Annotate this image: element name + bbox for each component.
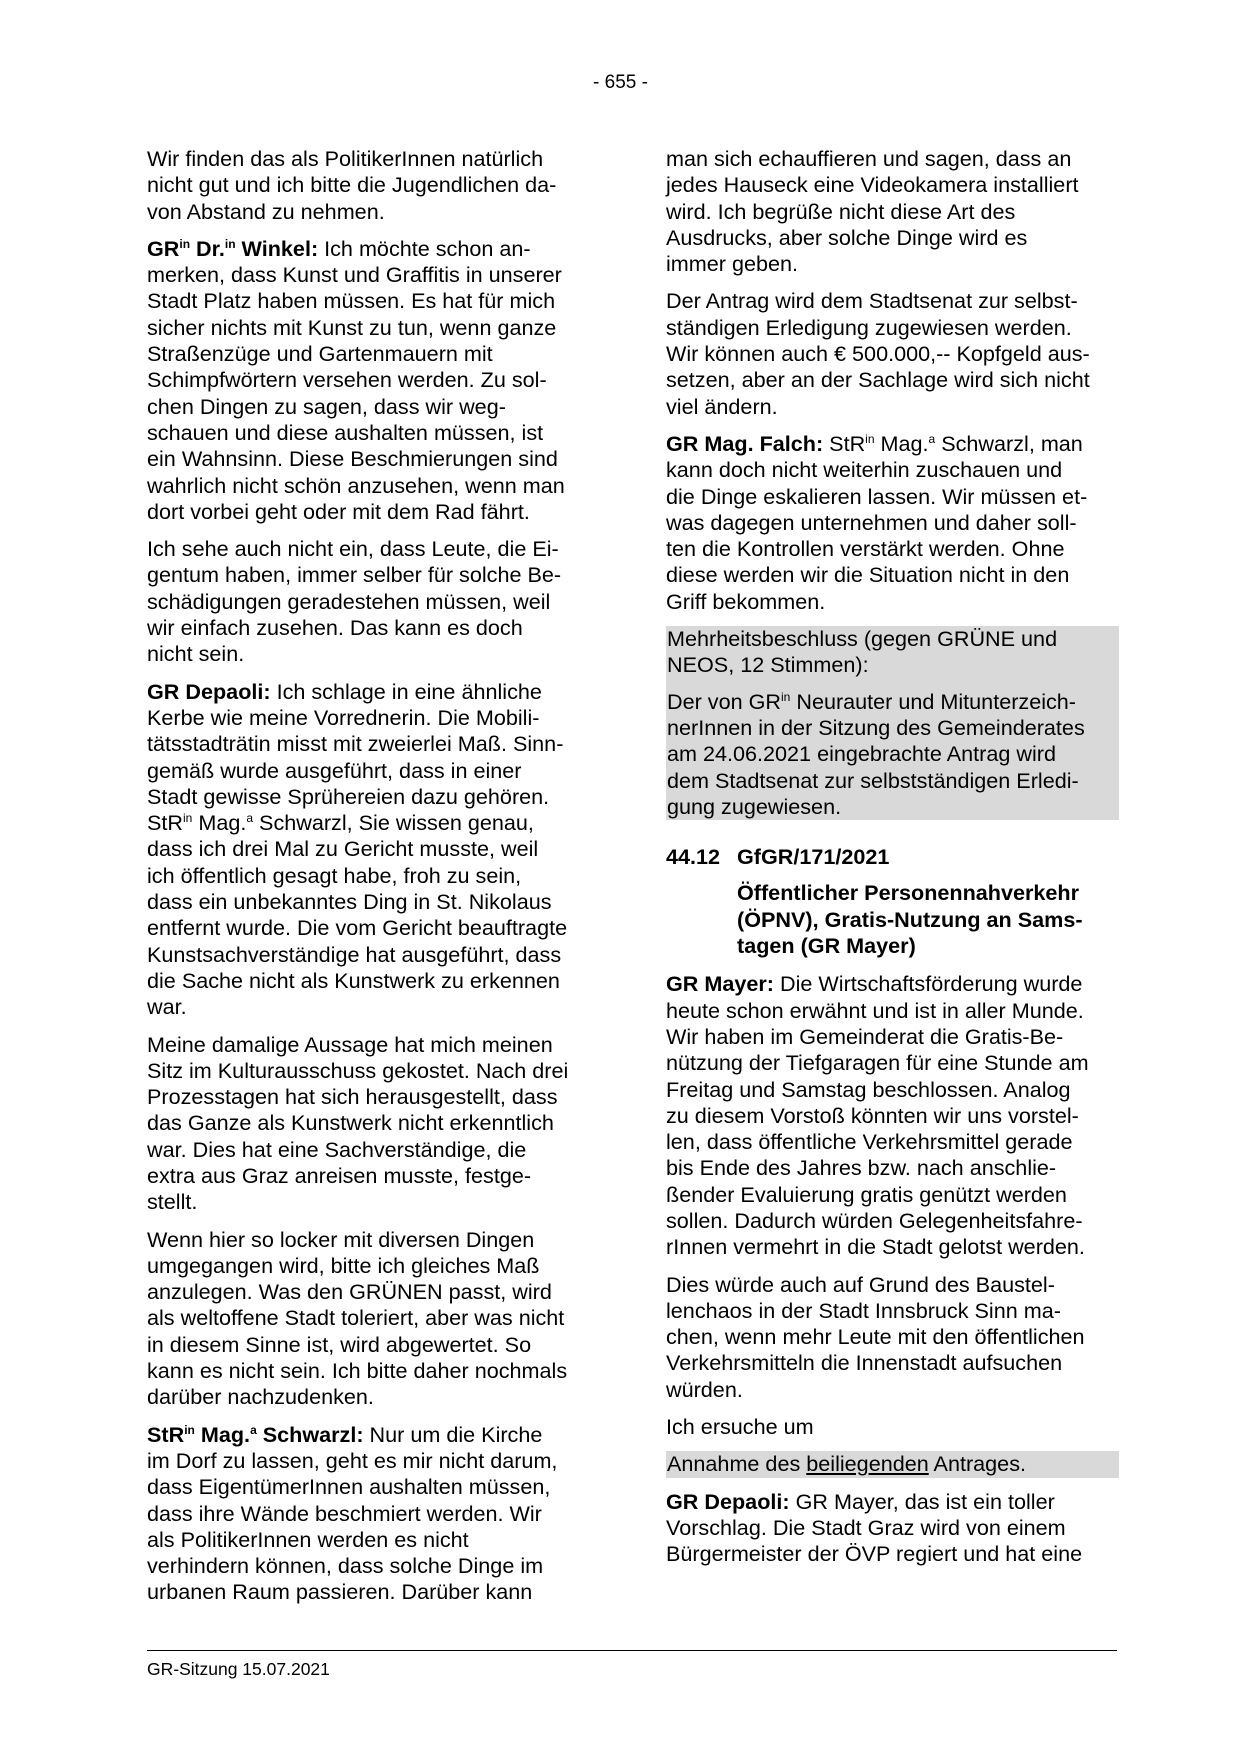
request-box: Annahme des beiliegenden Antrages.	[666, 1451, 1119, 1477]
text-line: merken, dass Kunst und Graffitis in unserer	[147, 262, 562, 288]
text-line: wird. Ich begrüße nicht diese Art des	[666, 198, 1016, 224]
text-line: Der Antrag wird dem Stadtsenat zur selbst-	[666, 288, 1078, 314]
text-line: Straßenzüge und Gartenmauern mit	[147, 341, 493, 367]
paragraph-winkel: $GR^{in}$ Dr.$^{in}$ Winkel: Ich möchte schon an- merken, dass Kunst und Graffitis in unserer Stadt Platz haben müssen. Es hat für mich sicher nichts mit Kunst zu tun, wenn ganze Straßenzüge und Gartenmauern mit Schimpfwörtern versehen werden. Zu sol- chen Dingen zu sagen, dass wir weg- schauen und diese aushalten müssen, ist ein Wahnsinn. Diese Beschmierungen sind wahrlich nicht schön anzusehen, wenn man dort vorbei geht oder mit dem Rad fährt.	[147, 236, 595, 525]
item-title	[666, 880, 1114, 959]
page-number: - 655 -	[593, 72, 648, 93]
text-line: lenchaos in der Stadt Innsbruck Sinn ma-	[666, 1297, 1061, 1323]
text-line: ßender Evaluierung gratis genützt werden	[666, 1181, 1067, 1207]
text-line: anzulegen. Was den GRÜNEN passt, wird	[147, 1279, 552, 1305]
text-line: len, dass öffentliche Verkehrsmittel gerade	[666, 1129, 1073, 1155]
text-line: Wir können auch € 500.000,-- Kopfgeld aus-	[666, 341, 1090, 367]
text-line: nicht sein.	[147, 641, 245, 667]
text-line: urbanen Raum passieren. Darüber kann	[147, 1579, 533, 1605]
text-line: gentum haben, immer selber für solche Be-	[147, 562, 562, 588]
text-line: die Sache nicht als Kunstwerk zu erkennen	[147, 967, 560, 993]
text-line: Ich sehe auch nicht ein, dass Leute, die Ei-	[147, 536, 559, 562]
text-line: Wir finden das als PolitikerInnen natürlich	[147, 146, 544, 171]
text-line: diese werden wir die Situation nicht in den	[666, 562, 1070, 588]
text-line: wahrlich nicht schön anzusehen, wenn man	[147, 472, 565, 498]
text-line: nützung der Tiefgaragen für eine Stunde am	[666, 1050, 1089, 1076]
text-line: schauen und diese aushalten müssen, ist	[147, 419, 544, 445]
text-line: verhindern können, dass solche Dinge im	[147, 1553, 544, 1579]
speaker: GR Depaoli:	[666, 1488, 790, 1514]
decision-box	[666, 626, 1119, 820]
text-line: Vorschlag. Die Stadt Graz wird von einem	[666, 1514, 1066, 1540]
text-line: im Dorf zu lassen, geht es mir nicht darum,	[147, 1447, 558, 1473]
text-line: als PolitikerInnen werden es nicht	[147, 1526, 469, 1552]
paragraph	[147, 1032, 595, 1216]
text-line: NEOS, 12 Stimmen):	[667, 652, 869, 678]
text-line: Freitag und Samstag beschlossen. Analog	[666, 1076, 1071, 1102]
speaker: GR Mag. Falch:	[666, 430, 824, 456]
item-number: 44.12	[666, 844, 721, 870]
text-line: Griff bekommen.	[666, 588, 826, 614]
paragraph	[147, 536, 595, 667]
text-line: nicht gut und ich bitte die Jugendlichen da-	[147, 172, 557, 198]
text-line: Kerbe wie meine Vorrednerin. Die Mobili-	[147, 704, 540, 730]
text-line: in diesem Sinne ist, wird abgewertet. So	[147, 1331, 532, 1357]
text-line: Bürgermeister der ÖVP regiert und hat eine	[666, 1541, 1083, 1567]
paragraph: Ich ersuche um	[666, 1414, 814, 1440]
text-line: nerInnen in der Sitzung des Gemeinderates	[667, 714, 1085, 740]
text-line: Ausdrucks, aber solche Dinge wird es	[666, 224, 1028, 250]
footer-text: GR-Sitzung 15.07.2021	[147, 1659, 330, 1679]
text-line: Sitz im Kulturausschuss gekostet. Nach drei	[147, 1057, 569, 1083]
paragraph-depaoli: GR Depaoli: Ich schlage in eine ähnliche Kerbe wie meine Vorrednerin. Die Mobili- tätsstadträtin misst mit zweierlei Maß. Sinn- gemäß wurde ausgeführt, dass in einer Stadt gewisse Sprühereien dazu gehören. StR$^{in}$ Mag.$^a$ Schwarzl, Sie wissen genau, dass ich drei Mal zu Gericht musste, weil ich öffentlich gesagt habe, froh zu sein, dass ein unbekanntes Ding in St. Nikolaus entfernt wurde. Die vom Gericht beauftragte Kunstsachverständige hat ausgeführt, dass die Sache nicht als Kunstwerk zu erkennen war.	[147, 679, 595, 1021]
paragraph	[666, 288, 1114, 419]
item-code: GfGR/171/2021	[737, 844, 890, 870]
text-line: gung zugewiesen.	[667, 793, 842, 819]
text-line: Dies würde auch auf Grund des Baustel-	[666, 1271, 1055, 1297]
text-line: am 24.06.2021 eingebrachte Antrag wird	[667, 741, 1056, 767]
text-line: würden.	[666, 1376, 743, 1402]
text-line: dort vorbei geht oder mit dem Rad fährt.	[147, 498, 530, 524]
text-line: jedes Hauseck eine Videokamera installiert	[666, 172, 1079, 198]
text-line: entfernt wurde. Die vom Gericht beauftragte	[147, 915, 568, 941]
speaker: GR Mayer:	[666, 971, 775, 997]
text-line: als weltoffene Stadt toleriert, aber was nicht	[147, 1305, 565, 1331]
text-line: Schimpfwörtern versehen werden. Zu sol-	[147, 367, 547, 393]
footer-rule	[147, 1650, 1117, 1651]
text-line: (ÖPNV), Gratis-Nutzung an Sams-	[737, 906, 1083, 932]
decision-result	[667, 626, 1119, 679]
text-line: Prozesstagen hat sich herausgestellt, dass	[147, 1084, 558, 1110]
text-line: chen Dingen zu sagen, dass wir weg-	[147, 393, 506, 419]
text-line: Mehrheitsbeschluss (gegen GRÜNE und	[667, 626, 1058, 652]
paragraph-depaoli-2: GR Depaoli: GR Mayer, das ist ein toller Vorschlag. Die Stadt Graz wird von einem Bürgermeister der ÖVP regiert und hat eine	[666, 1489, 1114, 1568]
paragraph	[147, 146, 595, 225]
text-line: Wir haben im Gemeinderat die Gratis-Be-	[666, 1023, 1064, 1049]
decision-text: Der von $GR^{in}$ Neurauter und Mitunterzeich- nerInnen in der Sitzung des Gemeinderates am 24.06.2021 eingebrachte Antrag wird dem Stadtsenat zur selbstständigen Erledi- gung zugewiesen.	[667, 689, 1119, 820]
text-line: tätsstadträtin misst mit zweierlei Maß. Sinn-	[147, 731, 564, 757]
text-line: die Dinge eskalieren lassen. Wir müssen et-	[666, 483, 1088, 509]
text-line: kann doch nicht weiterhin zuschauen und	[666, 457, 1063, 483]
text-line: ten die Kontrollen verstärkt werden. Ohne	[666, 536, 1065, 562]
left-column	[147, 146, 595, 1617]
text-line: von Abstand zu nehmen.	[147, 198, 385, 224]
speaker: StR$^{in}$ Mag.$^a$ Schwarzl:	[147, 1421, 364, 1447]
text-line: tagen (GR Mayer)	[737, 933, 916, 959]
text-line: wir einfach zusehen. Das kann es doch	[147, 615, 523, 641]
text-line: umgegangen wird, bitte ich gleiches Maß	[147, 1252, 540, 1278]
paragraph	[666, 1272, 1114, 1403]
paragraph-schwarzl: StR$^{in}$ Mag.$^a$ Schwarzl: Nur um die Kirche im Dorf zu lassen, geht es mir nicht darum, dass EigentümerInnen aushalten müssen, dass ihre Wände beschmiert werden. Wir als PolitikerInnen werden es nicht verhindern können, dass solche Dinge im urbanen Raum passieren. Darüber kann	[147, 1422, 595, 1606]
speaker: $GR^{in}$ Dr.$^{in}$ Winkel:	[147, 235, 319, 261]
text-line: sicher nichts mit Kunst zu tun, wenn ganze	[147, 314, 557, 340]
text-line: Öffentlicher Personennahverkehr	[737, 880, 1080, 906]
text-line: was dagegen unternehmen und daher soll-	[666, 509, 1077, 535]
right-column	[666, 146, 1114, 1579]
text-line: chen, wenn mehr Leute mit den öffentlichen	[666, 1324, 1085, 1350]
text-line: Kunstsachverständige hat ausgeführt, dass	[147, 941, 562, 967]
text-line: dem Stadtsenat zur selbstständigen Erledi-	[667, 767, 1079, 793]
text-line: dass EigentümerInnen aushalten müssen,	[147, 1474, 551, 1500]
text-line: darüber nachzudenken.	[147, 1384, 374, 1410]
paragraph	[666, 146, 1114, 277]
text-line: stellt.	[147, 1189, 198, 1215]
text-line: war.	[147, 994, 187, 1020]
paragraph-falch: GR Mag. Falch: StR$^{in}$ Mag.$^a$ Schwarzl, man kann doch nicht weiterhin zuschauen und die Dinge eskalieren lassen. Wir müssen et- was dagegen unternehmen und daher soll- ten die Kontrollen verstärkt werden. Ohne diese werden wir die Situation nicht in den Griff bekommen.	[666, 431, 1114, 615]
text-line: Meine damalige Aussage hat mich meinen	[147, 1031, 553, 1057]
text-line: setzen, aber an der Sachlage wird sich nicht	[666, 367, 1090, 393]
text-line: Wenn hier so locker mit diversen Dingen	[147, 1226, 535, 1252]
paragraph-mayer: GR Mayer: Die Wirtschaftsförderung wurde heute schon erwähnt und ist in aller Munde. Wir haben im Gemeinderat die Gratis-Be- nützung der Tiefgaragen für eine Stunde am Freitag und Samstag beschlossen. Analog zu diesem Vorstoß könnten wir uns vorstel- len, dass öffentliche Verkehrsmittel gerade bis Ende des Jahres bzw. nach anschlie- ßender Evaluierung gratis genützt werden sollen. Dadurch würden Gelegenheitsfahre- rInnen vermehrt in die Stadt gelotst werden.	[666, 971, 1114, 1260]
text-line: Stadt gewisse Sprühereien dazu gehören.	[147, 783, 550, 809]
text-line: heute schon erwähnt und ist in aller Munde.	[666, 997, 1084, 1023]
text-line: schädigungen geradestehen müssen, weil	[147, 588, 551, 614]
text-line: sollen. Dadurch würden Gelegenheitsfahre-	[666, 1207, 1083, 1233]
text-line: viel ändern.	[666, 393, 778, 419]
text-line: Verkehrsmitteln die Innenstadt aufsuchen	[666, 1350, 1063, 1376]
text-line: Stadt Platz haben müssen. Es hat für mich	[147, 288, 556, 314]
text-line: ständigen Erledigung zugewiesen werden.	[666, 314, 1072, 340]
text-line: zu diesem Vorstoß könnten wir uns vorstel-	[666, 1102, 1079, 1128]
text-line: dass ich drei Mal zu Gericht musste, weil	[147, 836, 539, 862]
text-line: dass ein unbekanntes Ding in St. Nikolaus	[147, 889, 552, 915]
text-line: war. Dies hat eine Sachverständige, die	[147, 1136, 527, 1162]
text-line: man sich echauffieren und sagen, dass an	[666, 146, 1072, 171]
text-line: dass ihre Wände beschmiert werden. Wir	[147, 1500, 542, 1526]
text-line: immer geben.	[666, 251, 799, 277]
text-line: gemäß wurde ausgeführt, dass in einer	[147, 757, 522, 783]
text-line: rInnen vermehrt in die Stadt gelotst werden.	[666, 1234, 1085, 1260]
text-line: extra aus Graz anreisen musste, festge-	[147, 1162, 532, 1188]
paragraph	[147, 1227, 595, 1411]
text-line: kann es nicht sein. Ich bitte daher nochmals	[147, 1358, 568, 1384]
text-line: ein Wahnsinn. Diese Beschmierungen sind	[147, 446, 558, 472]
speaker: GR Depaoli:	[147, 678, 271, 704]
text-line: das Ganze als Kunstwerk nicht erkenntlich	[147, 1110, 554, 1136]
text-line: bis Ende des Jahres bzw. nach anschlie-	[666, 1155, 1057, 1181]
agenda-item-heading	[666, 844, 1114, 959]
text-line: ich öffentlich gesagt habe, froh zu sein,	[147, 862, 522, 888]
